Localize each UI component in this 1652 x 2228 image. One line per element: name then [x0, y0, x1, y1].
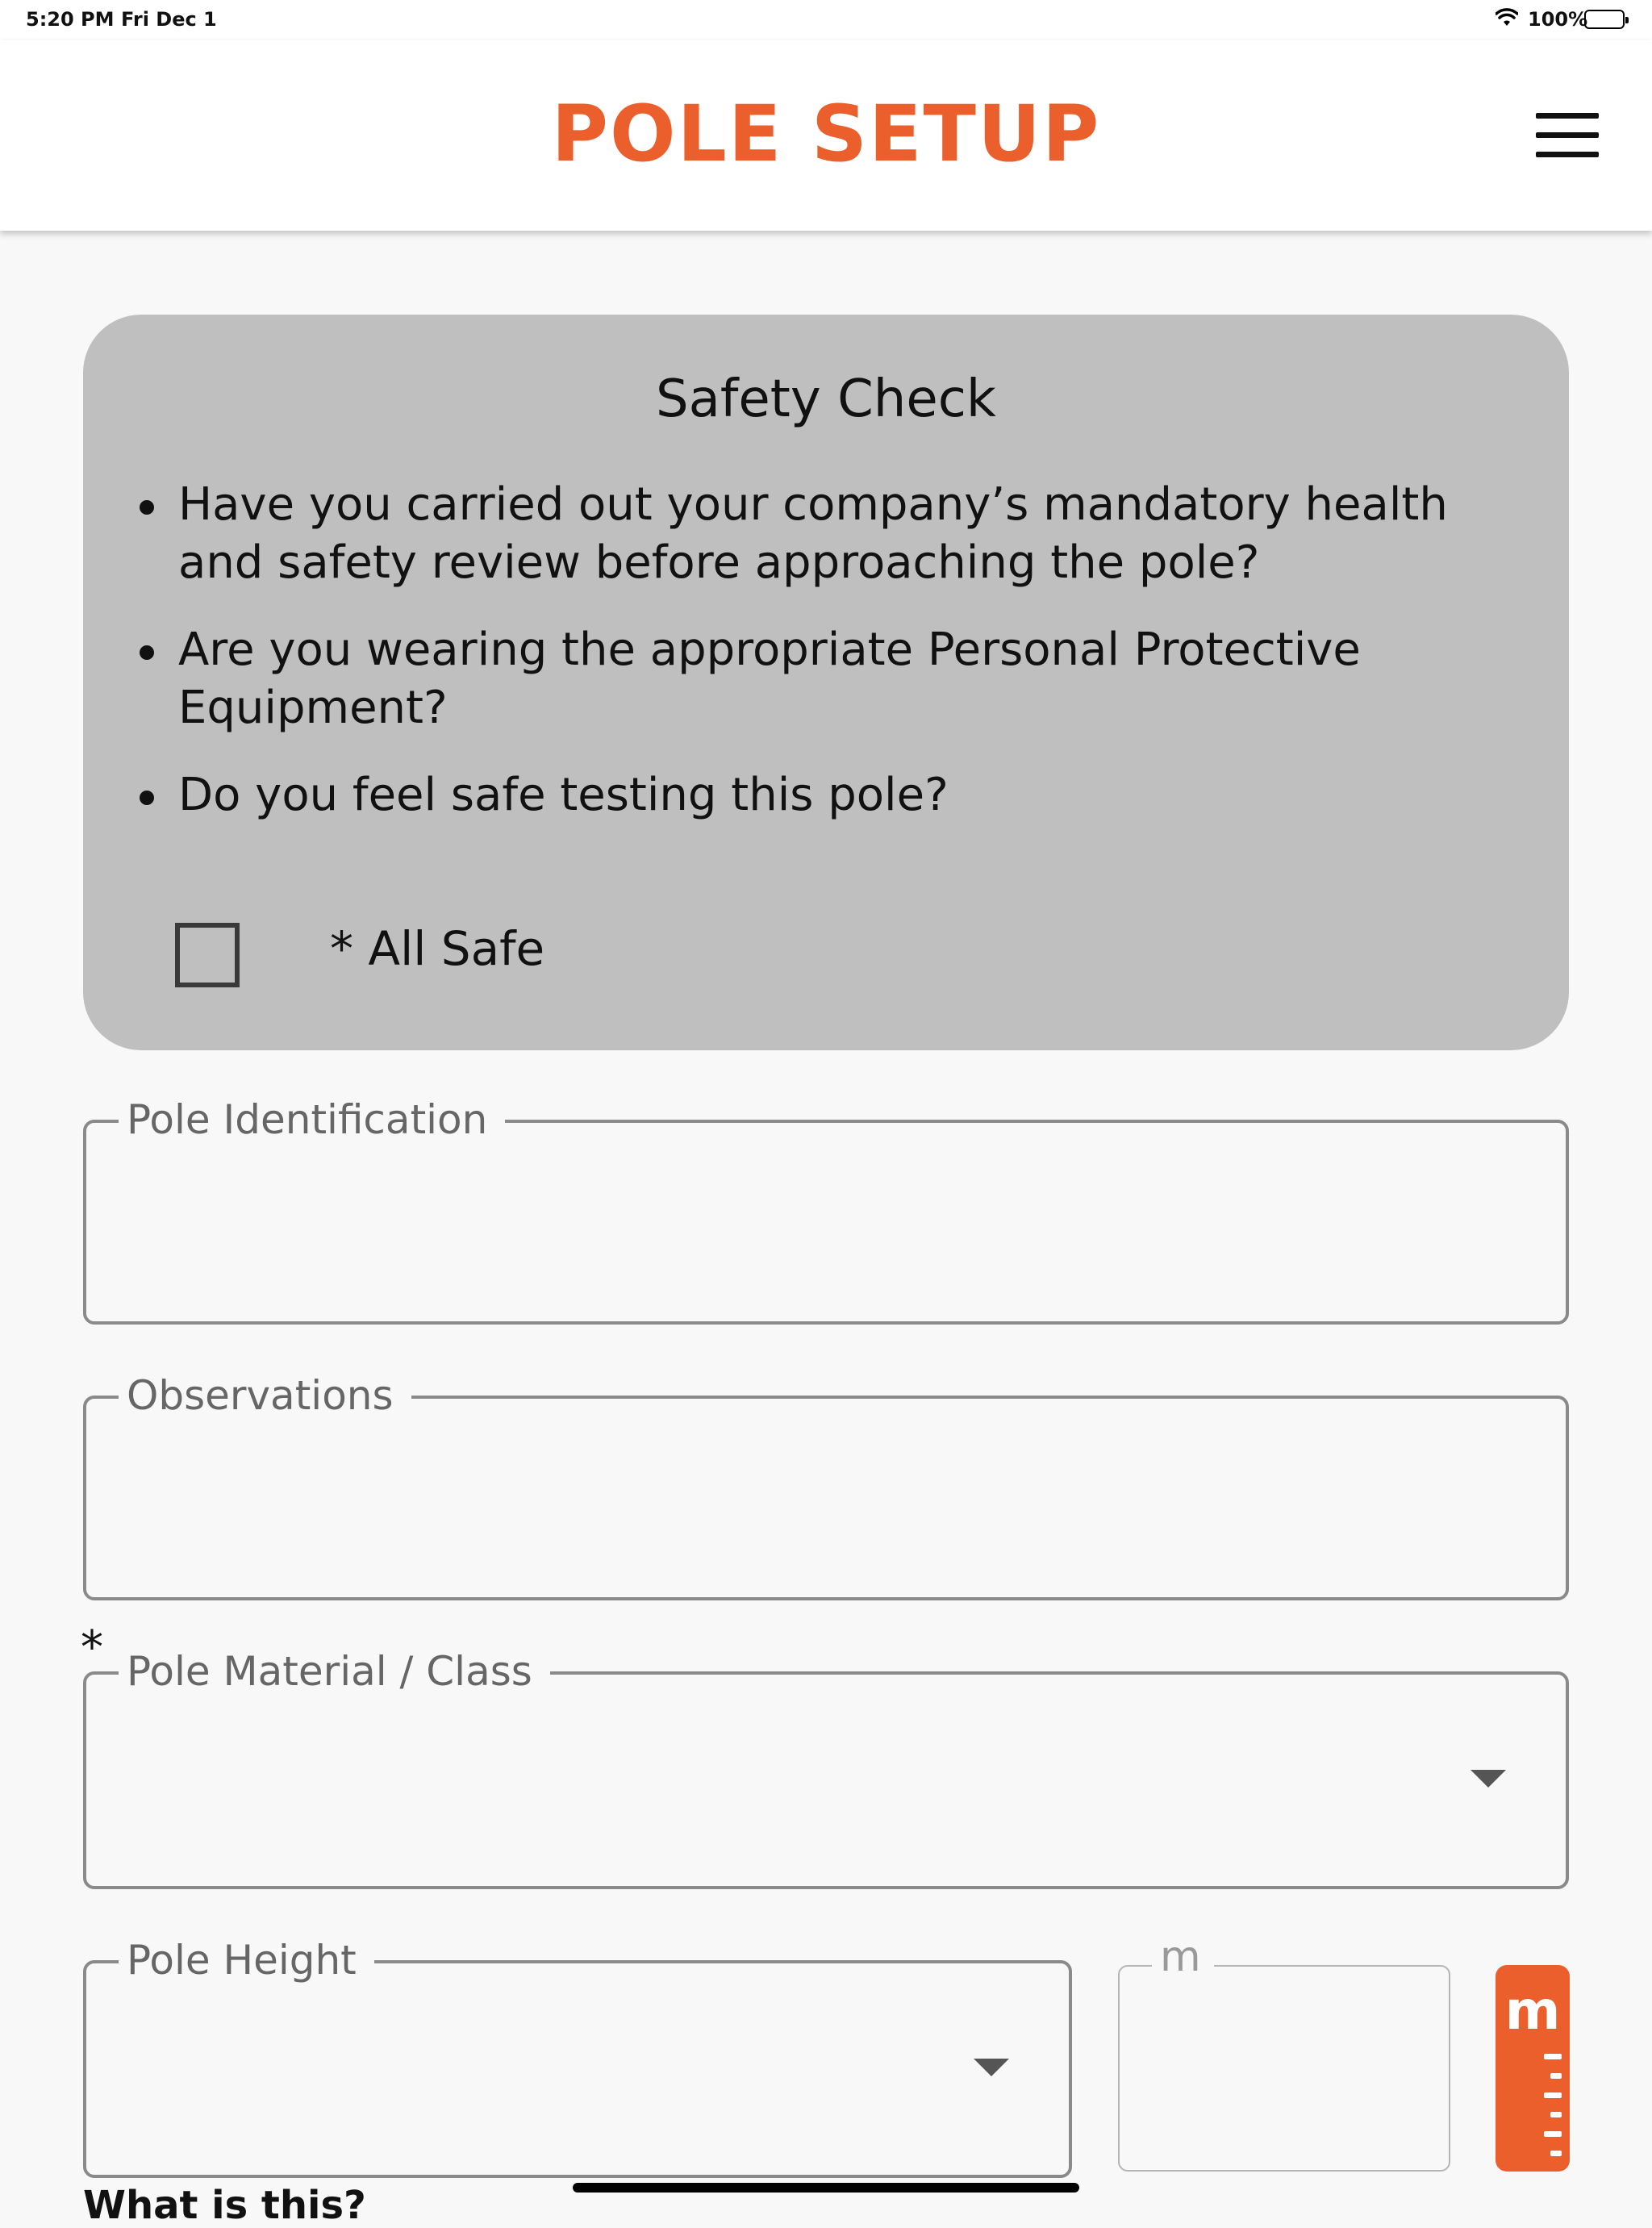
- pole-height-label: Pole Height: [119, 1931, 374, 1989]
- ruler-tick: [1550, 2073, 1562, 2079]
- page-title: POLE SETUP: [551, 89, 1101, 179]
- battery-full-icon: [1584, 10, 1625, 29]
- safety-check-list: [140, 476, 1527, 853]
- observations-input[interactable]: [111, 1447, 1541, 1528]
- wifi-icon: [1496, 8, 1518, 32]
- safety-check-item-text: Have you carried out your company’s mandatory health and safety review before approaching the pole?: [178, 478, 1448, 589]
- pole-identification-input[interactable]: [111, 1171, 1541, 1252]
- ruler-tick: [1544, 2092, 1562, 2098]
- bullet-icon: [140, 500, 154, 515]
- chevron-down-icon[interactable]: [1471, 1770, 1506, 1788]
- all-safe-checkbox[interactable]: [175, 923, 240, 987]
- safety-check-card: [83, 315, 1569, 1050]
- pole-identification-field[interactable]: [83, 1096, 1569, 1325]
- ruler-tick: [1544, 2131, 1562, 2137]
- ruler-tick: [1550, 2112, 1562, 2117]
- ruler-tick: [1544, 2054, 1562, 2059]
- chevron-down-icon[interactable]: [974, 2059, 1009, 2076]
- status-bar: [0, 0, 1652, 40]
- hamburger-menu-icon[interactable]: [1536, 113, 1599, 158]
- ruler-unit-label: m: [1504, 1980, 1561, 2042]
- all-safe-label: * All Safe: [330, 921, 545, 976]
- pole-material-select[interactable]: [83, 1648, 1569, 1889]
- safety-check-item: [140, 766, 1527, 824]
- unit-label: m: [1152, 1933, 1214, 1981]
- safety-check-title: Safety Check: [656, 369, 996, 429]
- safety-check-item: [140, 476, 1527, 592]
- bullet-icon: [140, 791, 154, 805]
- safety-check-item: [140, 621, 1527, 737]
- bullet-icon: [140, 645, 154, 660]
- status-time: 5:20 PM: [26, 8, 115, 31]
- help-link[interactable]: What is this?: [83, 2183, 366, 2228]
- observations-field[interactable]: [83, 1372, 1569, 1600]
- ruler-icon[interactable]: [1496, 1965, 1570, 2172]
- status-date: Fri Dec 1: [121, 8, 217, 31]
- home-indicator[interactable]: [573, 2183, 1079, 2193]
- pole-identification-label: Pole Identification: [119, 1091, 505, 1149]
- battery-percent: 100%: [1528, 8, 1588, 31]
- observations-label: Observations: [119, 1366, 411, 1425]
- ruler-tick: [1550, 2151, 1562, 2156]
- safety-check-item-text: Are you wearing the appropriate Personal Protective Equipment?: [178, 624, 1361, 734]
- pole-material-label: Pole Material / Class: [119, 1642, 550, 1700]
- pole-height-select[interactable]: [83, 1937, 1072, 2178]
- unit-field[interactable]: [1118, 1933, 1450, 2172]
- required-marker: *: [81, 1621, 103, 1674]
- app-header: [0, 40, 1652, 231]
- safety-check-item-text: Do you feel safe testing this pole?: [178, 769, 949, 821]
